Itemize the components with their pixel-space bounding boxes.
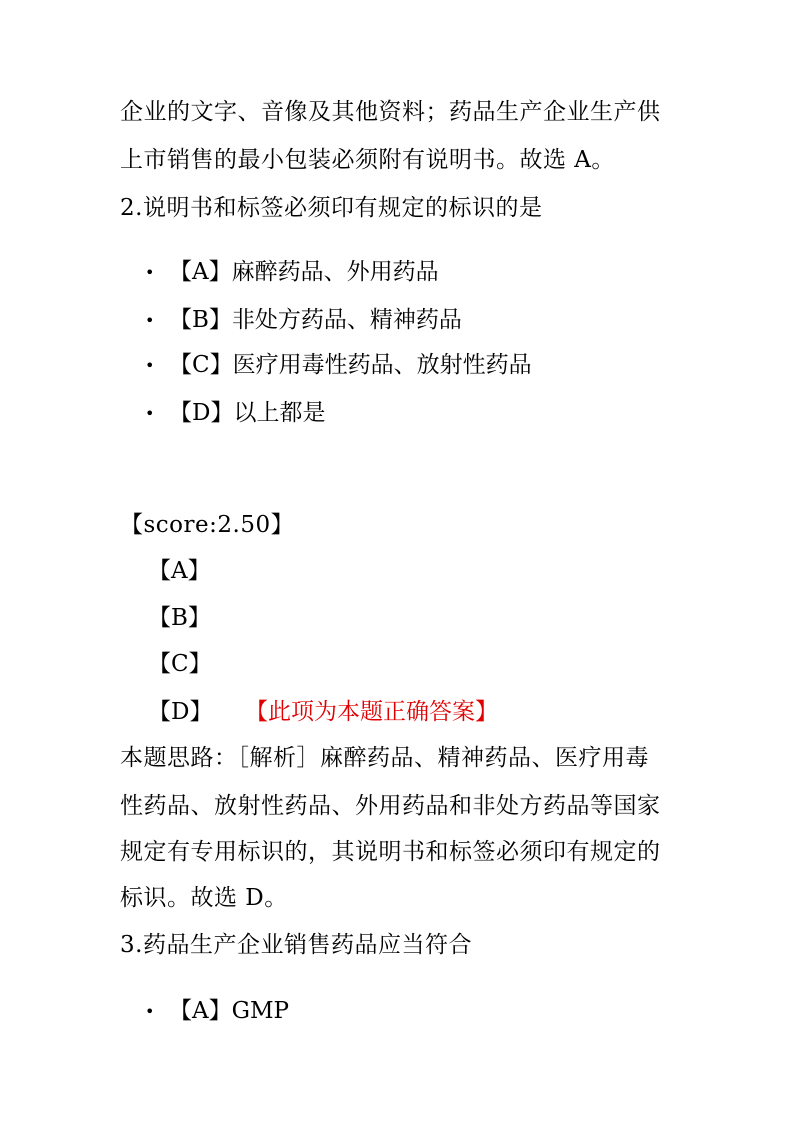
bullet-icon: •	[145, 1002, 155, 1021]
q2-choice-b: 【B】	[148, 605, 211, 631]
q2-analysis-line-2: 性药品、放射性药品、外用药品和非处方药品等国家	[120, 793, 661, 819]
q2-option-b-text: 【B】非处方药品、精神药品	[169, 307, 462, 333]
q2-analysis-line-4: 标识。故选 D。	[120, 885, 288, 911]
q2-choice-c: 【C】	[148, 651, 212, 677]
q3-option-a	[145, 996, 289, 1027]
q2-option-c-text: 【C】医疗用毒性药品、放射性药品	[169, 352, 532, 378]
bullet-icon: •	[145, 404, 155, 423]
q1-explanation-line-2: 上市销售的最小包装必须附有说明书。故选 A。	[120, 147, 615, 173]
q2-analysis-line-3: 规定有专用标识的，其说明书和标签必须印有规定的	[120, 839, 661, 865]
q2-score: 【score:2.50】	[120, 512, 295, 538]
q2-choice-a: 【A】	[148, 558, 211, 584]
q2-analysis-line-1: 本题思路：［解析］麻醉药品、精神药品、医疗用毒	[120, 745, 649, 771]
q2-option-a	[145, 257, 439, 288]
q2-choice-d-label: 【D】	[148, 699, 213, 725]
correct-answer-marker: 【此项为本题正确答案】	[256, 699, 498, 725]
q3-option-a-text: 【A】GMP	[169, 998, 290, 1024]
q2-question-stem: 2.说明书和标签必须印有规定的标识的是	[120, 195, 543, 221]
bullet-icon: •	[145, 263, 155, 282]
q2-option-a-text: 【A】麻醉药品、外用药品	[169, 259, 439, 285]
q2-option-d	[145, 398, 325, 429]
bullet-icon: •	[145, 356, 155, 375]
q1-explanation-line-1: 企业的文字、音像及其他资料；药品生产企业生产供	[120, 99, 661, 125]
q2-option-b	[145, 305, 462, 336]
bullet-icon: •	[145, 311, 155, 330]
q3-question-stem: 3.药品生产企业销售药品应当符合	[120, 932, 472, 958]
q2-choice-d	[148, 697, 498, 727]
q2-option-d-text: 【D】以上都是	[169, 400, 326, 426]
q2-option-c	[145, 350, 532, 381]
